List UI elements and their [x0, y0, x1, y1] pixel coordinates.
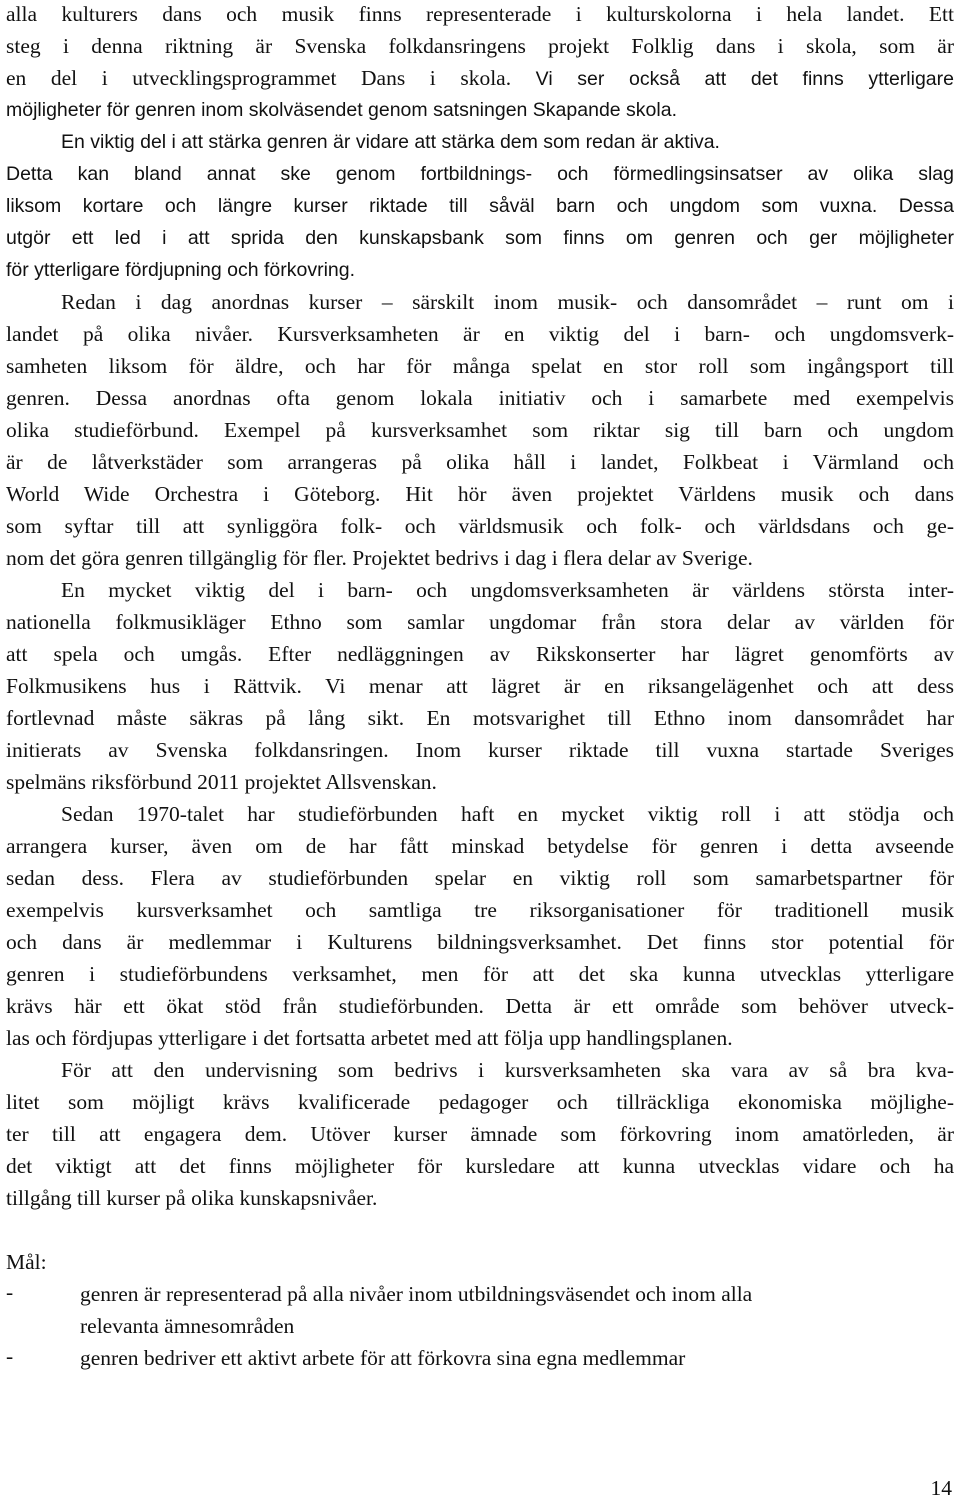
text-line: för ytterligare fördjupning och förkovring. [6, 259, 356, 281]
text-line: Folkmusikens hus i Rättvik. Vi menar att lägret är en riksangelägenhet och att dess [6, 674, 954, 698]
text-line: steg i denna riktning är Svenska folkdansringens projekt Folklig dans i skola, som är [6, 34, 954, 58]
document-page [6, 0, 954, 1376]
text-line: möjligheter för genren inom skolväsendet genom satsningen Skapande skola. [6, 99, 677, 121]
text-line: Sedan 1970-talet har studieförbunden haft en mycket viktig roll i att stödja och [61, 802, 954, 826]
goal-item-line: relevanta ämnesområden [80, 1314, 295, 1338]
text-line: samheten liksom för äldre, och har för många spelat en stor roll som ingångsport till [6, 354, 954, 378]
text-line: fortlevnad måste säkras på lång sikt. En motsvarighet till Ethno inom dansområdet har [6, 706, 954, 730]
list-dash: - [6, 1344, 14, 1368]
text-line: Redan i dag anordnas kurser – särskilt inom musik- och dansområdet – runt om i [61, 290, 954, 314]
page-number: 14 [930, 1476, 952, 1500]
goal-item [6, 1344, 954, 1376]
text-line: är de låtverkstäder som arrangeras på olika håll i landet, Folkbeat i Värmland och [6, 450, 954, 474]
goal-item-line: genren bedriver ett aktivt arbete för att förkovra sina egna medlemmar [80, 1346, 686, 1370]
text-line: alla kulturers dans och musik finns representerade i kulturskolorna i hela landet. Ett [6, 2, 954, 26]
text-segment: en del i utvecklingsprogrammet Dans i skola. [6, 66, 536, 90]
text-line: tillgång till kurser på olika kunskapsnivåer. [6, 1186, 378, 1210]
text-line: utgör ett led i att sprida den kunskapsbank som finns om genren och ger möjligheter [6, 227, 954, 249]
text-line: som syftar till att synliggöra folk- och världsmusik och folk- och världsdans och ge- [6, 514, 954, 538]
text-line: nom det göra genren tillgänglig för fler. Projektet bedrivs i dag i flera delar av Sverige. [6, 546, 753, 570]
goals-heading: Mål: [6, 1250, 47, 1274]
goals-list [6, 1280, 954, 1376]
text-line: krävs här ett ökat stöd från studieförbunden. Detta är ett område som behöver utveck- [6, 994, 954, 1018]
text-line: genren. Dessa anordnas ofta genom lokala initiativ och i samarbete med exempelvis [6, 386, 954, 410]
text-line: nationella folkmusikläger Ethno som samlar ungdomar från stora delar av världen för [6, 610, 954, 634]
text-line: arrangera kurser, även om de har fått minskad betydelse för genren i detta avseende [6, 834, 954, 858]
text-line: spelmäns riksförbund 2011 projektet Allsvenskan. [6, 770, 437, 794]
text-line: sedan dess. Flera av studieförbunden spelar en viktig roll som samarbetspartner för [6, 866, 954, 890]
text-line: litet som möjligt krävs kvalificerade pedagoger och tillräckliga ekonomiska möjlighe- [6, 1090, 954, 1114]
text-line: En viktig del i att stärka genren är vidare att stärka dem som redan är aktiva. [61, 131, 720, 153]
spacer [6, 1216, 954, 1248]
text-line [6, 64, 954, 96]
text-line: och dans är medlemmar i Kulturens bildningsverksamhet. Det finns stor potential för [6, 930, 954, 954]
text-line: det viktigt att det finns möjligheter för kursledare att kunna utvecklas vidare och ha [6, 1154, 954, 1178]
text-line: exempelvis kursverksamhet och samtliga tre riksorganisationer för traditionell musik [6, 898, 954, 922]
text-line: landet på olika nivåer. Kursverksamheten är en viktig del i barn- och ungdomsverk- [6, 322, 954, 346]
list-dash: - [6, 1280, 14, 1304]
text-line: olika studieförbund. Exempel på kursverksamhet som riktar sig till barn och ungdom [6, 418, 954, 442]
body-text [6, 0, 954, 1216]
goal-item-line: genren är representerad på alla nivåer inom utbildningsväsendet och inom alla [80, 1282, 753, 1306]
text-line: liksom kortare och längre kurser riktade till såväl barn och ungdom som vuxna. Dessa [6, 195, 954, 217]
text-line: initierats av Svenska folkdansringen. Inom kurser riktade till vuxna startade Sveriges [6, 738, 954, 762]
goal-item [6, 1280, 954, 1344]
text-line: För att den undervisning som bedrivs i kursverksamheten ska vara av så bra kva- [61, 1058, 954, 1082]
text-line: En mycket viktig del i barn- och ungdomsverksamheten är världens största inter- [61, 578, 954, 602]
text-line: genren i studieförbundens verksamhet, men för att det ska kunna utvecklas ytterligare [6, 962, 954, 986]
text-line: World Wide Orchestra i Göteborg. Hit hör även projektet Världens musik och dans [6, 482, 954, 506]
text-line: ter till att engagera dem. Utöver kurser ämnade som förkovring inom amatörleden, är [6, 1122, 954, 1146]
text-segment: Vi ser också att det finns ytterligare [535, 68, 954, 90]
text-line: Detta kan bland annat ske genom fortbildnings- och förmedlingsinsatser av olika slag [6, 163, 954, 185]
text-line: att spela och umgås. Efter nedläggningen av Rikskonserter har lägret genomförts av [6, 642, 954, 666]
text-line: las och fördjupas ytterligare i det fortsatta arbetet med att följa upp handlingsplanen. [6, 1026, 733, 1050]
